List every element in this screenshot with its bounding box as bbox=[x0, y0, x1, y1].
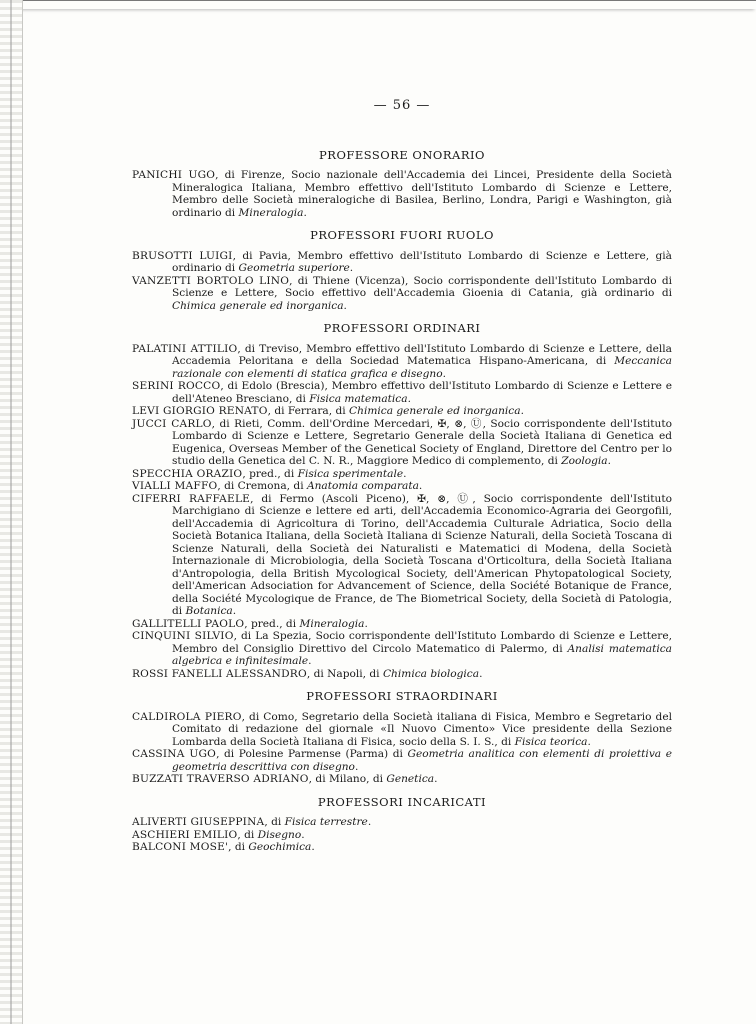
page-top-edge bbox=[0, 0, 756, 9]
faculty-description: , pred., di bbox=[242, 467, 298, 480]
faculty-entry bbox=[132, 405, 672, 418]
faculty-name: JUCCI CARLO bbox=[132, 417, 212, 430]
entry-end: . bbox=[308, 655, 312, 667]
faculty-entry bbox=[132, 343, 672, 381]
faculty-description: , di Ferrara, di bbox=[267, 405, 350, 417]
faculty-entry bbox=[132, 748, 672, 773]
faculty-subject: Zoologia bbox=[561, 455, 608, 467]
faculty-name: LEVI GIORGIO RENATO bbox=[132, 405, 268, 417]
entry-end: . bbox=[354, 760, 359, 773]
faculty-subject: Fisica matematica bbox=[309, 392, 408, 405]
section-entries bbox=[132, 169, 672, 219]
faculty-name: BUZZATI TRAVERSO ADRIANO bbox=[132, 773, 309, 785]
faculty-description: , di Fermo (Ascoli Piceno), ✠, ⊗, Ⓤ, Socio corrispondente dell'Istituto Marchigiano di Scienze e lettere ed arti, dell'Accademia Economico-Agraria dei Georgofili, dell'Accademia di Agricoltura di Torino, dell'Accademia Culturale Adriatica, Socio della Società Botanica Italiana, della Società Italiana di Scienze Naturali, della Società Toscana di Scienze Naturali, della Società dei Naturalisti e Matematici di Modena, della Società Internazionale di Microbiologia, della Società Toscana d'Orticoltura, della Società Italiana d'Antropologia, della British Mycological Society, dell'American Phytopatological Society, dell'American Adsociation for Advancement of Science, della Société Botanique de France, della Société Mycologique de France, de The Biometrical Society, della Società di Patologia, di bbox=[172, 492, 672, 617]
entry-end: . bbox=[442, 367, 446, 380]
faculty-entry bbox=[132, 773, 672, 786]
faculty-name: BALCONI MOSE' bbox=[132, 841, 229, 853]
entry-end: . bbox=[303, 206, 307, 219]
faculty-subject: Geometria analitica con elementi di proiettiva e geometria descrittiva con disegno bbox=[172, 748, 672, 773]
faculty-subject: Chimica generale ed inorganica bbox=[172, 299, 344, 312]
faculty-entry bbox=[132, 711, 672, 749]
faculty-name: PANICHI UGO bbox=[132, 169, 216, 181]
faculty-name: CINQUINI SILVIO bbox=[132, 630, 234, 642]
faculty-entry bbox=[132, 418, 672, 468]
entry-end: . bbox=[301, 828, 305, 841]
faculty-subject: Chimica biologica bbox=[382, 667, 480, 680]
entry-end: . bbox=[407, 392, 411, 405]
faculty-name: CIFERRI RAFFAELE bbox=[132, 492, 251, 505]
faculty-subject: Fisica sperimentale bbox=[297, 467, 404, 480]
faculty-entry bbox=[132, 829, 672, 842]
entry-end: . bbox=[403, 467, 407, 480]
faculty-name: VANZETTI BORTOLO LINO bbox=[132, 274, 290, 287]
faculty-subject: Mineralogia bbox=[238, 206, 304, 219]
entry-end: . bbox=[418, 480, 423, 492]
faculty-description: , di Rieti, Comm. dell'Ordine Mercedari, ✠, ⊗, Ⓤ, Socio corrispondente dell'Istituto Lombardo di Scienze e Lettere, Segretario Generale della Società Italiana di Genetica ed Eugenica, Overseas Member of the Genetical Society of England, Direttore del Centro per lo studio della Genetica del C. N. R., Maggiore Medico di complemento, di bbox=[172, 417, 672, 467]
faculty-name: BRUSOTTI LUIGI bbox=[132, 249, 233, 262]
faculty-description: , di Cremona, di bbox=[217, 480, 307, 492]
entry-end: . bbox=[343, 299, 347, 312]
faculty-entry bbox=[132, 380, 672, 405]
entry-end: . bbox=[367, 816, 372, 828]
section-title: PROFESSORI FUORI RUOLO bbox=[310, 228, 494, 242]
faculty-entry bbox=[132, 493, 672, 618]
faculty-description: , di Napoli, di bbox=[306, 667, 383, 680]
faculty-name: SERINI ROCCO bbox=[132, 380, 221, 392]
faculty-name: ASCHIERI EMILIO bbox=[132, 828, 238, 841]
document-body bbox=[132, 100, 672, 860]
faculty-description: , di Treviso, Membro effettivo dell'Istituto Lombardo di Scienze e Lettere, della Accademia Peloritana e della Sociedad Matematica Hispano-Americana, di bbox=[172, 342, 672, 367]
faculty-subject: Fisica teorica bbox=[514, 735, 588, 748]
entry-end: . bbox=[364, 617, 368, 630]
faculty-name: ALIVERTI GIUSEPPINA bbox=[132, 816, 265, 828]
page-binding-line bbox=[10, 0, 12, 1024]
faculty-description: , di Edolo (Brescia), Membro effettivo dell'Istituto Lombardo di Scienze e Lettere e dell'Ateneo Bresciano, di bbox=[172, 380, 672, 405]
faculty-name: ROSSI FANELLI ALESSANDRO bbox=[132, 667, 307, 680]
section-title: PROFESSORI ORDINARI bbox=[323, 321, 481, 335]
faculty-description: , di bbox=[264, 816, 285, 828]
faculty-subject: Fisica terrestre bbox=[284, 816, 368, 828]
faculty-description: , di bbox=[237, 828, 258, 841]
faculty-name: CASSINA UGO bbox=[132, 748, 217, 760]
faculty-name: CALDIROLA PIERO bbox=[132, 710, 242, 723]
faculty-entry bbox=[132, 480, 672, 493]
faculty-description: , di Firenze, Socio nazionale dell'Accademia dei Lincei, Presidente della Società Mineralogica Italiana, Membro effettivo dell'Istituto Lombardo di Scienze e Lettere, Membro delle Società mineralogiche di Basilea, Berlino, Londra, Parigi e Washington, già ordinario di bbox=[172, 169, 672, 219]
entry-end: . bbox=[434, 773, 438, 785]
faculty-subject: Meccanica razionale con elementi di statica grafica e disegno bbox=[172, 355, 672, 380]
sections-container bbox=[132, 149, 672, 854]
faculty-description: , di Pavia, Membro effettivo dell'Istituto Lombardo di Scienze e Lettere, già ordinario di bbox=[172, 249, 672, 274]
faculty-description: , di Polesine Parmense (Parma) di bbox=[216, 748, 408, 760]
entry-end: . bbox=[349, 262, 354, 274]
faculty-description: , di bbox=[228, 841, 249, 853]
entry-end: . bbox=[520, 405, 524, 417]
faculty-subject: Chimica generale ed inorganica bbox=[349, 405, 521, 417]
faculty-description: , pred., di bbox=[244, 617, 300, 630]
faculty-entry bbox=[132, 816, 672, 829]
page-number: — 56 — bbox=[373, 98, 431, 113]
entry-end: . bbox=[587, 735, 591, 748]
faculty-subject: Genetica bbox=[386, 773, 435, 785]
faculty-description: , di Como, Segretario della Società italiana di Fisica, Membro e Segretario del Comitato di redazione del giornale «Il Nuovo Cimento» Vice presidente della Sezione Lombarda della Società Italiana di Fisica, socio della S. I. S., di bbox=[172, 710, 672, 748]
faculty-entry bbox=[132, 275, 672, 313]
section-title: PROFESSORI STRAORDINARI bbox=[306, 689, 498, 703]
entry-end: . bbox=[479, 667, 483, 680]
faculty-name: SPECCHIA ORAZIO bbox=[132, 467, 243, 480]
faculty-subject: Geochimica bbox=[248, 841, 312, 853]
faculty-entry bbox=[132, 841, 672, 854]
faculty-subject: Geometria superiore bbox=[238, 262, 350, 274]
section-entries bbox=[132, 343, 672, 681]
faculty-name: GALLITELLI PAOLO bbox=[132, 617, 245, 630]
faculty-entry bbox=[132, 630, 672, 668]
faculty-entry bbox=[132, 169, 672, 219]
section-entries bbox=[132, 711, 672, 786]
section-entries bbox=[132, 250, 672, 313]
faculty-name: PALATINI ATTILIO bbox=[132, 342, 238, 355]
faculty-description: , di Milano, di bbox=[308, 773, 387, 785]
faculty-entry bbox=[132, 668, 672, 681]
entry-end: . bbox=[607, 455, 611, 467]
faculty-description: , di La Spezia, Socio corrispondente dell'Istituto Lombardo di Scienze e Lettere, Membro del Consiglio Direttivo del Circolo Matematico di Palermo, di bbox=[172, 630, 673, 655]
faculty-subject: Anatomia comparata bbox=[306, 480, 419, 492]
section-entries bbox=[132, 816, 672, 854]
faculty-subject: Botanica bbox=[185, 605, 233, 617]
section-title: PROFESSORI INCARICATI bbox=[317, 794, 487, 809]
entry-end: . bbox=[311, 841, 315, 853]
entry-end: . bbox=[232, 605, 237, 617]
faculty-subject: Mineralogia bbox=[299, 617, 365, 630]
faculty-entry bbox=[132, 468, 672, 481]
faculty-description: , di Thiene (Vicenza), Socio corrispondente dell'Istituto Lombardo di Scienze e Lettere, Socio effettivo dell'Accademia Gioenia di Catania, già ordinario di bbox=[172, 274, 672, 299]
faculty-subject: Analisi matematica algebrica e infinitesimale bbox=[172, 642, 672, 667]
faculty-subject: Disegno bbox=[257, 828, 302, 841]
faculty-name: VIALLI MAFFO bbox=[132, 480, 218, 492]
faculty-entry bbox=[132, 250, 672, 275]
section-title: PROFESSORE ONORARIO bbox=[319, 147, 485, 162]
faculty-entry bbox=[132, 618, 672, 631]
